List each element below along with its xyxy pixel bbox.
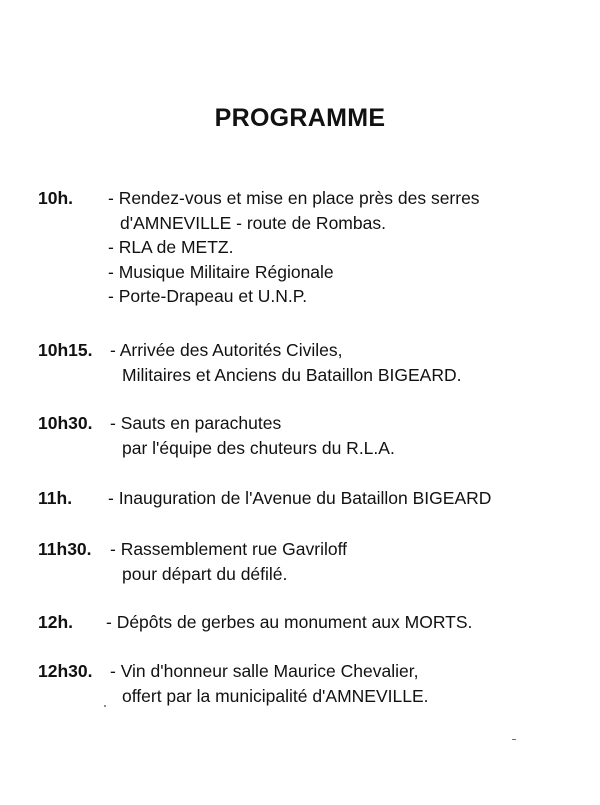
entry-lines — [106, 610, 586, 635]
entry-lines — [110, 338, 590, 387]
entry-line: - Inauguration de l'Avenue du Bataillon BIGEARD — [108, 488, 492, 508]
entry-time: 10h15. — [38, 340, 93, 360]
entry-line: - Arrivée des Autorités Civiles, — [110, 340, 343, 360]
entry-line: - Porte-Drapeau et U.N.P. — [108, 286, 308, 306]
page-title: PROGRAMME — [214, 104, 386, 132]
entry-line: offert par la municipalité d'AMNEVILLE. — [122, 685, 429, 706]
entry-time: 11h30. — [38, 539, 92, 559]
entry-line: Militaires et Anciens du Bataillon BIGEARD. — [122, 364, 462, 385]
entry-line: - Rendez-vous et mise en place près des serres — [108, 188, 480, 208]
entry-line: - Musique Militaire Régionale — [108, 261, 334, 282]
entry-lines — [110, 537, 590, 586]
entry-lines — [110, 659, 590, 708]
scan-speck — [512, 739, 516, 740]
entry-lines — [108, 186, 588, 309]
entry-line: pour départ du défilé. — [122, 563, 288, 584]
entry-time: 10h. — [38, 188, 74, 208]
entry-lines — [110, 411, 590, 460]
entry-time: 10h30. — [38, 413, 93, 433]
entry-line: - RLA de METZ. — [108, 237, 234, 257]
entry-time: 12h. — [38, 612, 74, 632]
entry-line: - Rassemblement rue Gavriloff — [110, 539, 347, 559]
entry-lines — [108, 486, 588, 511]
entry-line: - Vin d'honneur salle Maurice Chevalier, — [110, 661, 419, 681]
entry-line: - Sauts en parachutes — [110, 413, 282, 433]
entry-line: par l'équipe des chuteurs du R.L.A. — [122, 437, 395, 458]
entry-time: 12h30. — [38, 661, 93, 681]
scan-speck — [104, 705, 106, 707]
entry-line: d'AMNEVILLE - route de Rombas. — [120, 212, 386, 233]
entry-time: 11h. — [38, 488, 73, 508]
entry-line: - Dépôts de gerbes au monument aux MORTS. — [106, 612, 473, 632]
